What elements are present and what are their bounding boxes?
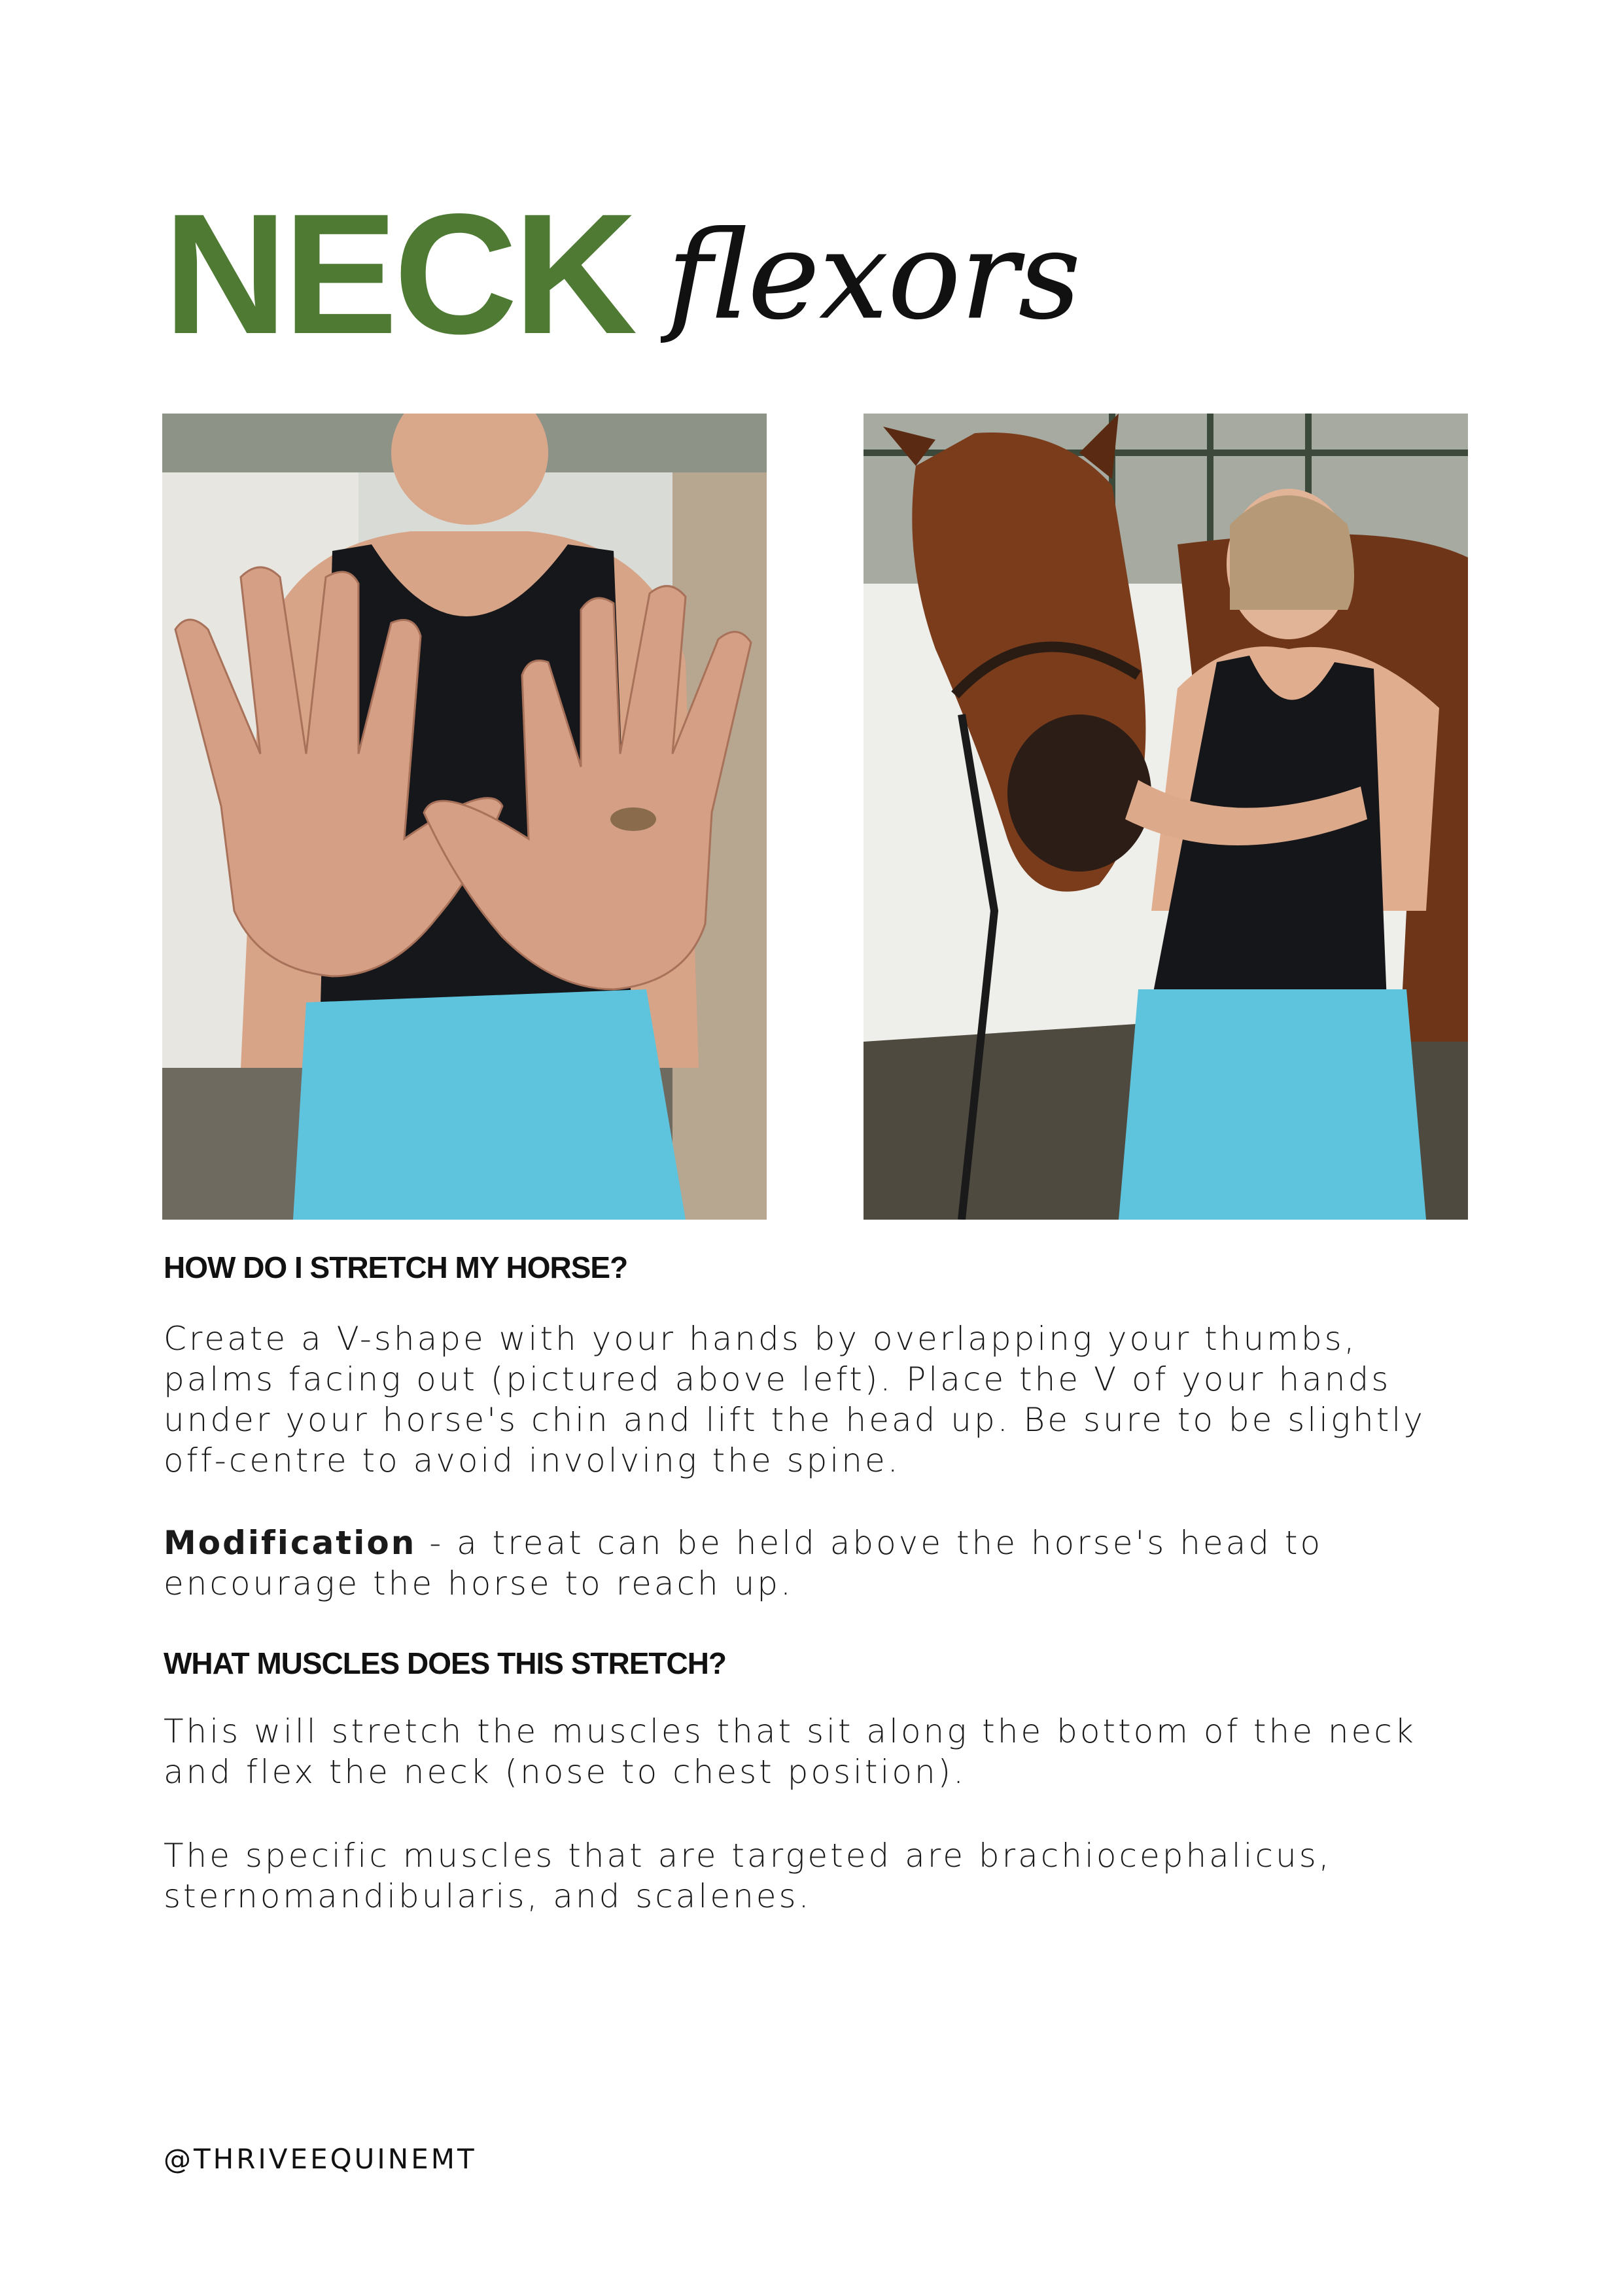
section-heading-how: HOW DO I STRETCH MY HORSE? xyxy=(164,1250,628,1284)
title-neck: NECK xyxy=(164,178,634,370)
paragraph-instructions: Create a V-shape with your hands by overlapping your thumbs, palms facing out (pictured above left). Place the V of your hands under your horse's chin and lift the head up. Be sure to be slightly off-centre to avoid involving the spine. xyxy=(164,1320,1425,1479)
footer-handle: @THRIVEEQUINEMT xyxy=(164,2143,477,2175)
modification-text: - a treat can be held above the horse's head to encourage the horse to reach up. xyxy=(164,1524,1323,1602)
modification-label: Modification xyxy=(164,1524,417,1562)
paragraph-modification xyxy=(164,1523,1472,1604)
horse-stretch-photo xyxy=(864,414,1468,1220)
paragraph-specific-muscles: The specific muscles that are targeted are brachiocephalicus, sternomandibularis, and scalenes. xyxy=(164,1837,1332,1915)
title-flexors-text: flexors xyxy=(667,205,1081,346)
title-flexors-script xyxy=(661,177,1086,386)
paragraph-stretch-effect: This will stretch the muscles that sit along the bottom of the neck and flex the neck (nose to chest position). xyxy=(164,1712,1416,1791)
page-title xyxy=(164,177,1079,393)
section-heading-muscles: WHAT MUSCLES DOES THIS STRETCH? xyxy=(164,1646,727,1680)
hands-v-shape-photo xyxy=(162,414,767,1220)
